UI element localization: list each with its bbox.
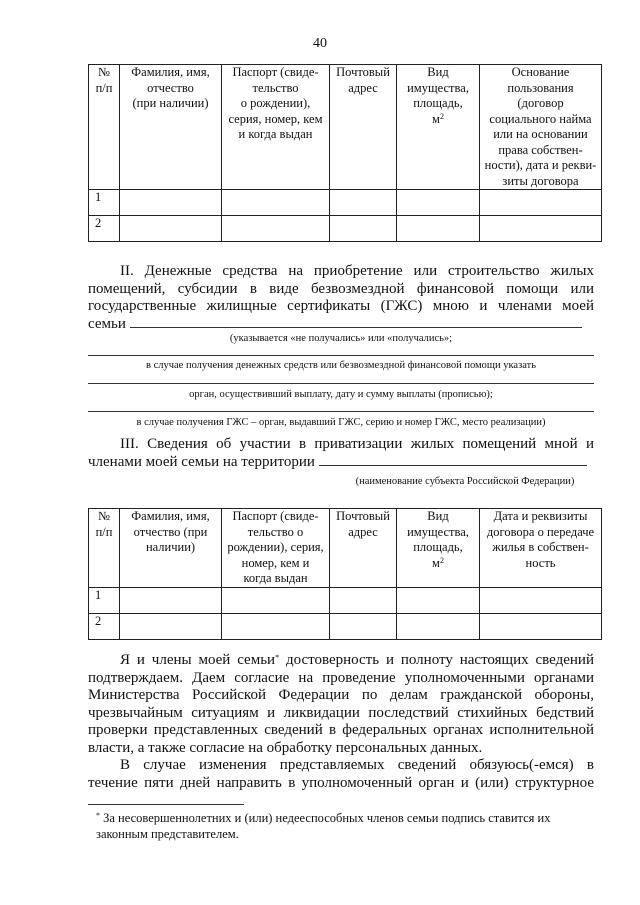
section-2-line-with-field: семьи bbox=[88, 316, 594, 334]
header-full-name: Фамилия, имя, отчество (при наличии) bbox=[120, 509, 222, 588]
header-usage-basis: Основание пользования (договор социального найма или на основании права собствен- ности), дата и рекви- зиты договора bbox=[480, 65, 602, 190]
change-notice-line: В случае изменения представляемых сведений обязуюсь(-емся) в bbox=[120, 757, 594, 773]
cell-postal-address[interactable] bbox=[330, 613, 397, 639]
section-2-note-3: орган, осуществивший выплату, дату и сумму выплаты (прописью); bbox=[189, 389, 493, 400]
consent-line: чрезвычайным ситуациям и ликвидации последствий стихийных бедствий bbox=[88, 704, 594, 721]
row-number: 2 bbox=[89, 613, 120, 639]
table-header-row bbox=[89, 65, 602, 190]
page-number: 40 bbox=[313, 36, 327, 51]
privatization-table bbox=[88, 508, 602, 640]
consent-line: власти, а также согласие на обработку персональных данных. bbox=[88, 739, 483, 756]
section-3-line-with-field: членами моей семьи на территории bbox=[88, 454, 594, 472]
cell-passport[interactable] bbox=[222, 190, 330, 216]
section-2-note-2: в случае получения денежных средств или безвозмездной финансовой помощи указать bbox=[145, 360, 536, 371]
section-2-line: II. Денежные средства на приобретение или строительство жилых bbox=[120, 263, 594, 279]
cell-property-type[interactable] bbox=[397, 216, 480, 242]
header-transfer-contract: Дата и реквизиты договора о передаче жилья в собствен- ность bbox=[480, 509, 602, 588]
cell-full-name[interactable] bbox=[120, 216, 222, 242]
cell-transfer-contract[interactable] bbox=[480, 613, 602, 639]
cell-usage-basis[interactable] bbox=[480, 190, 602, 216]
footnote-line: законным представителем. bbox=[96, 827, 239, 841]
fill-line[interactable] bbox=[88, 383, 594, 384]
cell-full-name[interactable] bbox=[120, 190, 222, 216]
cell-property-type[interactable] bbox=[397, 613, 480, 639]
territory-field[interactable] bbox=[319, 465, 587, 466]
header-full-name: Фамилия, имя, отчество (при наличии) bbox=[120, 65, 222, 190]
section-2-note-4: в случае получения ГЖС – орган, выдавший ГЖС, серию и номер ГЖС, место реализации) bbox=[136, 417, 546, 428]
footnote-line: * За несовершеннолетних и (или) недееспособных членов семьи подпись ставится их bbox=[96, 811, 551, 825]
cell-postal-address[interactable] bbox=[330, 216, 397, 242]
consent-line: Министерства Российской Федерации по делам гражданской обороны, bbox=[88, 687, 594, 703]
table-header-row bbox=[89, 509, 602, 588]
consent-line: Я и члены моей семьи* достоверность и полноту настоящих сведений bbox=[120, 652, 594, 668]
cell-postal-address[interactable] bbox=[330, 587, 397, 613]
housing-usage-table bbox=[88, 64, 602, 242]
footnote-mark: * bbox=[275, 653, 280, 662]
section-3-note: (наименование субъекта Российской Федерации) bbox=[355, 476, 575, 487]
consent-text bbox=[88, 652, 594, 792]
cell-full-name[interactable] bbox=[120, 613, 222, 639]
row-number: 1 bbox=[89, 190, 120, 216]
cell-full-name[interactable] bbox=[120, 587, 222, 613]
cell-transfer-contract[interactable] bbox=[480, 587, 602, 613]
row-number: 2 bbox=[89, 216, 120, 242]
header-passport: Паспорт (свиде- тельство о рождении), серия, номер, кем и когда выдан bbox=[222, 509, 330, 588]
row-number: 1 bbox=[89, 587, 120, 613]
change-notice-line: течение пяти дней направить в уполномоченный орган и (или) структурное bbox=[88, 774, 594, 791]
cell-property-type[interactable] bbox=[397, 190, 480, 216]
cell-usage-basis[interactable] bbox=[480, 216, 602, 242]
header-number: № п/п bbox=[89, 509, 120, 588]
section-2-answer-field[interactable] bbox=[130, 327, 582, 328]
section-2-line: помещений, субсидии в виде безвозмездной финансовой помощи или bbox=[88, 280, 594, 297]
header-postal-address: Почтовый адрес bbox=[330, 509, 397, 588]
table-row bbox=[89, 190, 602, 216]
footnote-separator bbox=[88, 804, 244, 805]
footnote bbox=[96, 810, 596, 842]
header-number: № п/п bbox=[89, 65, 120, 190]
consent-line: подтверждаем. Даем согласие на проведение уполномоченными органами bbox=[88, 669, 594, 686]
fill-line[interactable] bbox=[88, 355, 594, 356]
section-2-note-1: (указывается «не получались» или «получались»; bbox=[229, 333, 453, 344]
section-2-text bbox=[88, 263, 594, 333]
cell-passport[interactable] bbox=[222, 587, 330, 613]
consent-line: проверки представленных сведений в федеральных органах исполнительной bbox=[88, 722, 594, 738]
cell-property-type[interactable] bbox=[397, 587, 480, 613]
header-property-type: Вид имущества, площадь, $м^2$ bbox=[397, 65, 480, 190]
section-3-line: III. Сведения об участии в приватизации жилых помещений мной и bbox=[120, 436, 594, 452]
table-row bbox=[89, 613, 602, 639]
cell-postal-address[interactable] bbox=[330, 190, 397, 216]
header-property-type: Вид имущества, площадь, $м^2$ bbox=[397, 509, 480, 588]
cell-passport[interactable] bbox=[222, 613, 330, 639]
header-passport: Паспорт (свиде- тельство о рождении), серия, номер, кем и когда выдан bbox=[222, 65, 330, 190]
table-row bbox=[89, 216, 602, 242]
cell-passport[interactable] bbox=[222, 216, 330, 242]
fill-line[interactable] bbox=[88, 411, 594, 412]
section-2-line: государственные жилищные сертификаты (ГЖС) мною и членами моей bbox=[88, 298, 594, 314]
section-3-text bbox=[88, 436, 594, 471]
header-postal-address: Почтовый адрес bbox=[330, 65, 397, 190]
table-row bbox=[89, 587, 602, 613]
